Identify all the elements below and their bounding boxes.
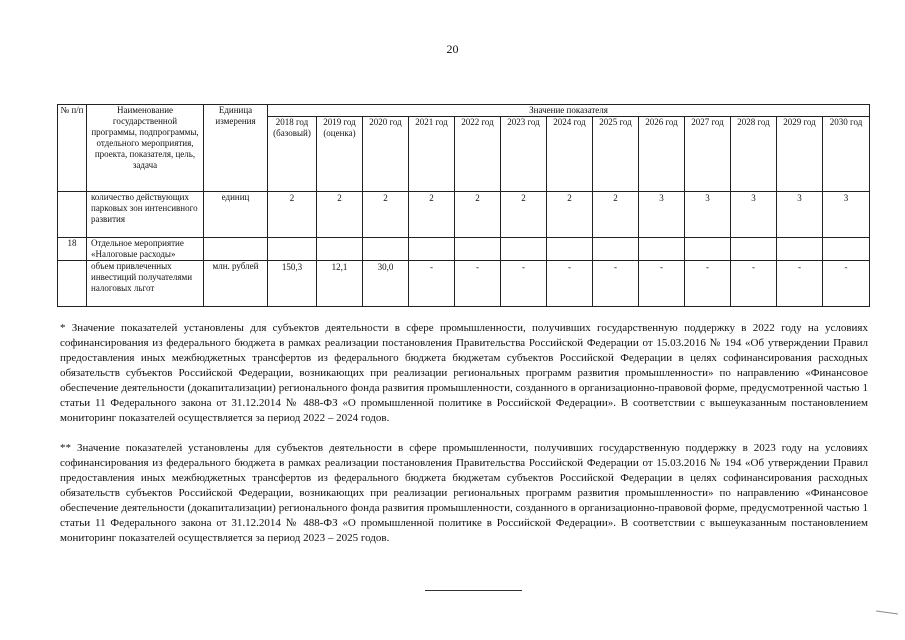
- row-value: -: [731, 261, 777, 307]
- row-value: 2: [317, 192, 363, 238]
- row-value: 150,3: [268, 261, 317, 307]
- row-value: [823, 238, 870, 261]
- row-num: [58, 261, 87, 307]
- header-name: Наименование государственной программы, подпрограммы, отдельного мероприятия, проекта, показателя, цель, задача: [87, 105, 204, 192]
- header-unit: Единица измерения: [204, 105, 268, 192]
- row-name: объем привлеченных инвестиций получателями налоговых льгот: [87, 261, 204, 307]
- row-value: -: [455, 261, 501, 307]
- header-year: 2021 год: [409, 117, 455, 192]
- row-value: [501, 238, 547, 261]
- row-value: -: [639, 261, 685, 307]
- row-value: -: [777, 261, 823, 307]
- header-year: 2025 год: [593, 117, 639, 192]
- row-value: -: [547, 261, 593, 307]
- header-num: № п/п: [58, 105, 87, 192]
- row-unit: [204, 238, 268, 261]
- row-value: [363, 238, 409, 261]
- row-name: Отдельное мероприятие «Налоговые расходы»: [87, 238, 204, 261]
- header-year: 2018 год (базовый): [268, 117, 317, 192]
- row-value: 3: [777, 192, 823, 238]
- row-value: 2: [593, 192, 639, 238]
- row-num: [58, 192, 87, 238]
- row-value: 3: [823, 192, 870, 238]
- row-value: -: [685, 261, 731, 307]
- row-value: -: [593, 261, 639, 307]
- header-year: 2024 год: [547, 117, 593, 192]
- row-value: 2: [409, 192, 455, 238]
- header-year: 2023 год: [501, 117, 547, 192]
- row-value: 2: [501, 192, 547, 238]
- row-value: 2: [547, 192, 593, 238]
- row-value: [777, 238, 823, 261]
- row-value: 3: [685, 192, 731, 238]
- row-value: [593, 238, 639, 261]
- row-value: 30,0: [363, 261, 409, 307]
- row-name: количество действующих парковых зон интенсивного развития: [87, 192, 204, 238]
- table-row: [58, 261, 870, 307]
- row-value: [685, 238, 731, 261]
- row-value: [409, 238, 455, 261]
- table-row: [58, 192, 870, 238]
- row-value: 2: [455, 192, 501, 238]
- header-year: 2027 год: [685, 117, 731, 192]
- scan-edge-mark: [876, 610, 898, 614]
- header-year: 2028 год: [731, 117, 777, 192]
- row-value: 3: [731, 192, 777, 238]
- row-value: -: [501, 261, 547, 307]
- header-value-group: Значение показателя: [268, 105, 870, 117]
- row-value: 2: [268, 192, 317, 238]
- row-unit: единиц: [204, 192, 268, 238]
- page-number: 20: [446, 42, 459, 56]
- footnote-2022: * Значение показателей установлены для субъектов деятельности в сфере промышленности, получивших государственную поддержку в 2022 году на условиях софинансирования из федерального бюджета в рамках реализации постановления Правительства Российской Федерации от 15.03.2016 № 194 «Об утверждении Правил предоставления иных межбюджетных трансфертов из федерального бюджета бюджетам субъектов Российской Федерации в целях софинансирования расходных обязательств субъектов Российской Федерации, возникающих при реализации региональных программ развития промышленности» по направлению «Финансовое обеспечение деятельности (докапитализации) регионального фонда развития промышленности, созданного в организационно-правовой форме, предусмотренной частью 1 статьи 11 Федерального закона от 31.12.2014 № 488-ФЗ «О промышленной политике в Российской Федерации». В соответствии с вышеуказанным постановлением мониторинг показателей осуществляется за период 2022 – 2024 годов.: [60, 322, 868, 424]
- row-value: [639, 238, 685, 261]
- table-row: [58, 238, 870, 261]
- row-unit: млн. рублей: [204, 261, 268, 307]
- row-value: [455, 238, 501, 261]
- row-value: [317, 238, 363, 261]
- header-year: 2029 год: [777, 117, 823, 192]
- row-num: 18: [58, 238, 87, 261]
- row-value: [268, 238, 317, 261]
- row-value: -: [409, 261, 455, 307]
- indicators-table: [57, 104, 870, 307]
- row-value: [547, 238, 593, 261]
- header-year: 2020 год: [363, 117, 409, 192]
- header-year: 2022 год: [455, 117, 501, 192]
- row-value: [731, 238, 777, 261]
- header-year: 2019 год (оценка): [317, 117, 363, 192]
- header-year: 2026 год: [639, 117, 685, 192]
- separator-line: [425, 590, 522, 591]
- header-year: 2030 год: [823, 117, 870, 192]
- row-value: 12,1: [317, 261, 363, 307]
- footnote-2023: ** Значение показателей установлены для субъектов деятельности в сфере промышленности, получивших государственную поддержку в 2023 году на условиях софинансирования из федерального бюджета в рамках реализации постановления Правительства Российской Федерации от 15.03.2016 № 194 «Об утверждении Правил предоставления иных межбюджетных трансфертов из федерального бюджета бюджетам субъектов Российской Федерации в целях софинансирования расходных обязательств субъектов Российской Федерации, возникающих при реализации региональных программ развития промышленности» по направлению «Финансовое обеспечение деятельности (докапитализации) регионального фонда развития промышленности, созданного в организационно-правовой форме, предусмотренной частью 1 статьи 11 Федерального закона от 31.12.2014 № 488-ФЗ «О промышленной политике в Российской Федерации». В соответствии с вышеуказанным постановлением мониторинг показателей осуществляется за период 2023 – 2025 годов.: [60, 442, 868, 544]
- row-value: 2: [363, 192, 409, 238]
- row-value: -: [823, 261, 870, 307]
- row-value: 3: [639, 192, 685, 238]
